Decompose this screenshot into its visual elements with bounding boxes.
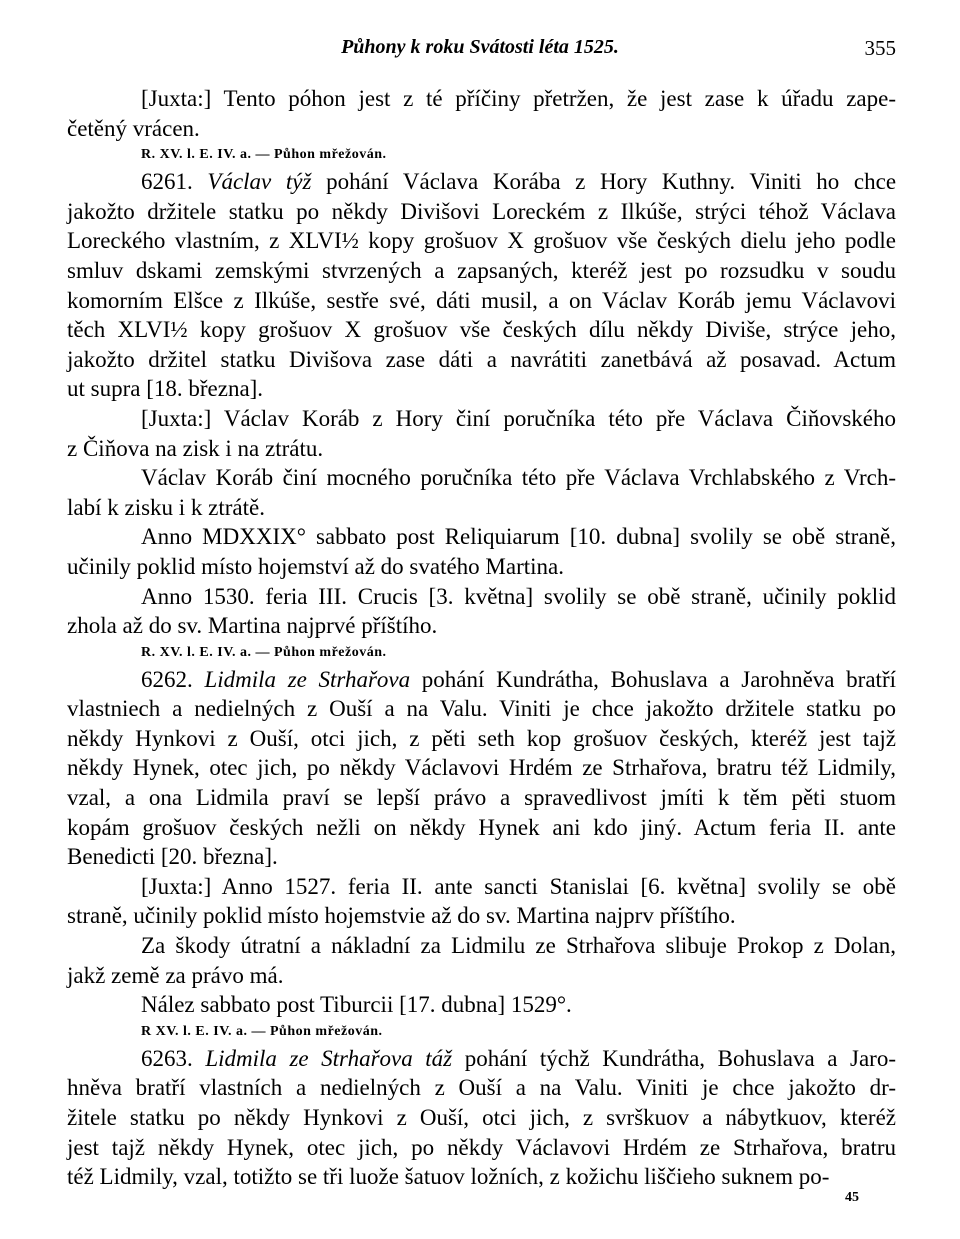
line-text: pohání Václava Korába z Hory Kuthny. Viniti ho chce bbox=[311, 169, 897, 195]
paragraph bbox=[67, 582, 896, 641]
line-text: vzal, a ona Lidmila praví se lepší právo a spravedlivost jmíti k těm pěti stuom bbox=[67, 785, 896, 811]
line-text: zhola až do sv. Martina najprvé příštího. bbox=[67, 613, 438, 639]
text-line bbox=[67, 1162, 896, 1192]
reference-note: R. XV. l. E. IV. a. — Půhon mřežován. bbox=[141, 147, 387, 163]
text-line bbox=[67, 1073, 896, 1103]
reference-note: R XV. l. E. IV. a. — Půhon mřežován. bbox=[141, 1023, 383, 1039]
line-text: hněva bratří vlastních a nedielných z Ouší a na Valu. Viniti je chce jakožto dr- bbox=[67, 1075, 896, 1101]
line-text: [Juxta:] Anno 1527. feria II. ante sancti Stanislai [6. května] svolily se obě bbox=[141, 873, 896, 899]
paragraph bbox=[67, 463, 896, 522]
paragraph bbox=[67, 872, 896, 931]
text-line bbox=[67, 753, 896, 783]
entry-number: 6262. bbox=[141, 666, 205, 692]
text-line bbox=[67, 114, 896, 144]
line-text: jakožto držitele statku po někdy Divišovi Loreckém z Ilkúše, strýci téhož Václava bbox=[67, 198, 896, 224]
text-line bbox=[67, 374, 896, 404]
text-line bbox=[67, 522, 896, 552]
line-text: těch XLVI½ kopy grošuov X grošuov vše českých dílu někdy Diviše, strýce jeho, bbox=[67, 317, 896, 343]
line-text: někdy Hynkovi z Ouší, otci jich, z pěti seth kop grošuov českých, kteréž jest tajž bbox=[67, 725, 896, 751]
line-text: někdy Hynek, otec jich, po někdy Václavovi Hrdém ze Strhařova, bratru též Lidmily, bbox=[67, 755, 896, 781]
text-line bbox=[67, 315, 896, 345]
running-title: Půhony k roku Svátosti léta 1525. bbox=[341, 36, 619, 58]
line-text: labí k zisku i k ztrátě. bbox=[67, 494, 265, 520]
text-line bbox=[67, 901, 896, 931]
reference-note: R. XV. l. E. IV. a. — Půhon mřežován. bbox=[141, 644, 387, 660]
entry-number: 6261. bbox=[141, 169, 208, 195]
line-text: vlastniech a nedielných z Ouší a na Valu. Viniti je chce jakožto držitele statku po bbox=[67, 696, 896, 722]
text-line bbox=[67, 493, 896, 523]
text-line bbox=[67, 1044, 896, 1074]
line-text: pohání týchž Kundrátha, Bohuslava a Jaro- bbox=[452, 1045, 896, 1071]
line-text: Nález sabbato post Tiburcii [17. dubna] 1529°. bbox=[141, 992, 572, 1018]
entry-party-name: Václav týž bbox=[207, 169, 312, 195]
line-text: Loreckého vlastním, z XLVI½ kopy grošuov X grošuov vše českých dielu jeho podle bbox=[67, 228, 896, 254]
text-line bbox=[67, 256, 896, 286]
paragraph bbox=[67, 990, 896, 1020]
text-line bbox=[67, 167, 896, 197]
text-line bbox=[67, 961, 896, 991]
text-line bbox=[67, 226, 896, 256]
line-text: jest tajž někdy Hynek, otec jich, po někdy Václavovi Hrdém ze Strhařova, bratru bbox=[67, 1134, 896, 1160]
line-text: jakž země za právo má. bbox=[67, 962, 284, 988]
line-text: učinily poklid místo hojemství až do svatého Martina. bbox=[67, 553, 564, 579]
page-number: 355 bbox=[864, 36, 896, 60]
paragraph bbox=[67, 404, 896, 463]
line-text: Benedicti [20. března]. bbox=[67, 844, 278, 870]
text-line bbox=[67, 582, 896, 612]
text-line bbox=[67, 611, 896, 641]
text-line bbox=[67, 694, 896, 724]
line-text: komorním Elšce z Ilkúše, sestře své, dáti musil, a on Václav Koráb jemu Václavovi bbox=[67, 287, 896, 313]
text-line bbox=[67, 197, 896, 227]
text-line bbox=[67, 84, 896, 114]
line-text: žitele statku po někdy Hynkovi z Ouší, otci jich, z svrškuov a nábytkuov, kteréž bbox=[67, 1105, 896, 1130]
paragraph bbox=[67, 522, 896, 581]
text-line bbox=[67, 1103, 896, 1133]
entry-party-name: Lidmila ze Strhařova táž bbox=[205, 1045, 453, 1071]
text-line bbox=[67, 931, 896, 961]
line-text: kopám grošuov českých nežli on někdy Hynek ani kdo jiný. Actum feria II. ante bbox=[67, 814, 896, 840]
signature-mark: 45 bbox=[845, 1190, 859, 1205]
line-text: pohání Kundrátha, Bohuslava a Jarohněva bratří bbox=[410, 666, 896, 692]
text-line bbox=[67, 872, 896, 902]
text-line bbox=[67, 724, 896, 754]
line-text: Anno MDXXIX° sabbato post Reliquiarum [10. dubna] svolily se obě straně, bbox=[141, 524, 896, 550]
paragraph bbox=[67, 931, 896, 990]
line-text: též Lidmily, vzal, totižto se tři luože šatuov ložních, z kožichu liščieho suknem po- bbox=[67, 1164, 830, 1190]
text-line bbox=[67, 345, 896, 375]
entry-paragraph bbox=[67, 665, 896, 872]
line-text: četěný vrácen. bbox=[67, 115, 200, 141]
entry-paragraph bbox=[67, 167, 896, 404]
line-text: [Juxta:] Tento póhon jest z té příčiny přetržen, že jest zase k úřadu zape- bbox=[141, 86, 896, 111]
text-line bbox=[67, 404, 896, 434]
line-text: ut supra [18. března]. bbox=[67, 376, 264, 402]
line-text: straně, učinily poklid místo hojemstvie až do sv. Martina najprv příštího. bbox=[67, 903, 736, 929]
line-text: z Čiňova na zisk i na ztrátu. bbox=[67, 435, 324, 461]
paragraph bbox=[67, 84, 896, 143]
text-line bbox=[67, 665, 896, 695]
entry-party-name: Lidmila ze Strhařova bbox=[204, 666, 411, 692]
line-text: Za škody útratní a nákladní za Lidmilu ze Strhařova slibuje Prokop z Dolan, bbox=[141, 933, 896, 959]
body-text bbox=[67, 84, 896, 1192]
text-line bbox=[67, 463, 896, 493]
text-line bbox=[67, 990, 896, 1020]
line-text: jakožto držitel statku Divišova zase dáti a navrátiti zanetbává až posavad. Actum bbox=[67, 346, 896, 372]
text-line bbox=[67, 813, 896, 843]
text-line bbox=[67, 783, 896, 813]
text-line bbox=[67, 552, 896, 582]
entry-number: 6263. bbox=[141, 1045, 206, 1071]
text-line bbox=[67, 286, 896, 316]
text-line bbox=[67, 842, 896, 872]
text-line bbox=[67, 434, 896, 464]
line-text: Václav Koráb činí mocného poručníka této pře Václava Vrchlabského z Vrch- bbox=[141, 465, 896, 491]
line-text: [Juxta:] Václav Koráb z Hory činí poručníka této pře Václava Čiňovského bbox=[141, 405, 896, 431]
line-text: smluv dskami zemskými stvrzených a zapsaných, kteréž jest po rozsudku v soudu bbox=[67, 257, 896, 283]
line-text: Anno 1530. feria III. Crucis [3. května] svolily se obě straně, učinily poklid bbox=[141, 583, 896, 609]
entry-paragraph bbox=[67, 1044, 896, 1192]
text-line bbox=[67, 1133, 896, 1163]
